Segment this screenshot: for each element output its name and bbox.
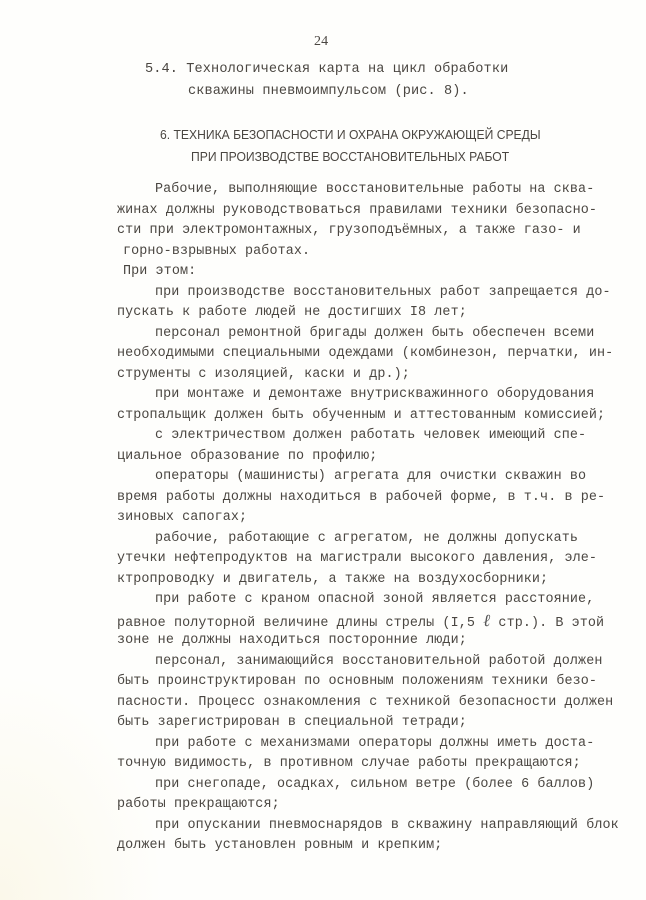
body-line: при монтаже и демонтаже внутрискважинного оборудования bbox=[155, 387, 595, 402]
body-line: циальное образование по профилю; bbox=[117, 449, 378, 464]
body-line: должен быть установлен ровным и крепким; bbox=[117, 838, 443, 853]
body-line: при снегопаде, осадках, сильном ветре (более 6 баллов) bbox=[155, 777, 595, 792]
body-line: персонал, занимающийся восстановительной работой должен bbox=[155, 654, 603, 669]
body-line: утечки нефтепродуктов на магистрали высокого давления, эле- bbox=[117, 551, 598, 566]
body-line: время работы должны находиться в рабочей форме, в т.ч. в ре- bbox=[117, 490, 606, 505]
body-line: сти при электромонтажных, грузоподъёмных, а также газо- и bbox=[117, 223, 581, 238]
body-line-with-handwriting bbox=[117, 613, 604, 632]
section-5-4-title-line-2: скважины пневмоимпульсом (рис. 8). bbox=[188, 84, 469, 99]
body-line: при работе с краном опасной зоной является расстояние, bbox=[155, 592, 595, 607]
body-line: необходимыми специальными одеждами (комбинезон, перчатки, ин- bbox=[117, 346, 614, 361]
body-line: при производстве восстановительных работ запрещается до- bbox=[155, 285, 611, 300]
page-number: 24 bbox=[314, 34, 329, 49]
body-line: при работе с механизмами операторы должны иметь доста- bbox=[155, 736, 595, 751]
body-line: жинах должны руководствоваться правилами техники безопасно- bbox=[117, 203, 598, 218]
body-line: точную видимость, в противном случае работы прекращаются; bbox=[117, 756, 581, 771]
section-6-heading-line-1: 6. ТЕХНИКА БЕЗОПАСНОСТИ И ОХРАНА ОКРУЖАЮЩЕЙ СРЕДЫ bbox=[160, 127, 541, 142]
body-line: пускать к работе людей не достигших I8 лет; bbox=[117, 305, 467, 320]
body-line: зиновых сапогах; bbox=[117, 510, 248, 525]
body-line: При этом: bbox=[123, 264, 197, 279]
body-line-text: равное полуторной величине длины стрелы (I,5 bbox=[117, 616, 484, 631]
body-line: Рабочие, выполняющие восстановительные работы на сква- bbox=[155, 182, 595, 197]
body-line: горно-взрывных работах. bbox=[123, 244, 311, 259]
body-line: ктропроводку и двигатель, а также на воздухосборники; bbox=[117, 572, 549, 587]
body-line: работы прекращаются; bbox=[117, 797, 280, 812]
body-line: быть зарегистрирован в специальной тетради; bbox=[117, 715, 467, 730]
handwritten-l-symbol: ℓ bbox=[483, 611, 491, 631]
body-line: персонал ремонтной бригады должен быть обеспечен всеми bbox=[155, 326, 595, 341]
section-6-heading-line-2: ПРИ ПРОИЗВОДСТВЕ ВОССТАНОВИТЕЛЬНЫХ РАБОТ bbox=[191, 149, 510, 164]
body-line: быть проинструктирован по основным положениям техники безо- bbox=[117, 674, 598, 689]
section-5-4-title-line-1: 5.4. Технологическая карта на цикл обработки bbox=[145, 62, 509, 77]
body-line-tail: стр.). В этой bbox=[490, 616, 605, 631]
body-line: стропальщик должен быть обученным и аттестованным комиссией; bbox=[117, 408, 606, 423]
body-line: рабочие, работающие с агрегатом, не должны допускать bbox=[155, 531, 579, 546]
body-line: при опускании пневмоснарядов в скважину направляющий блок bbox=[155, 818, 619, 833]
body-line: с электричеством должен работать человек имеющий спе- bbox=[155, 428, 587, 443]
body-line: пасности. Процесс ознакомления с техникой безопасности должен bbox=[117, 695, 614, 710]
body-line: зоне не должны находиться посторонние люди; bbox=[117, 633, 467, 648]
body-line: операторы (машинисты) агрегата для очистки скважин во bbox=[155, 469, 587, 484]
body-line: струменты с изоляцией, каски и др.); bbox=[117, 367, 410, 382]
